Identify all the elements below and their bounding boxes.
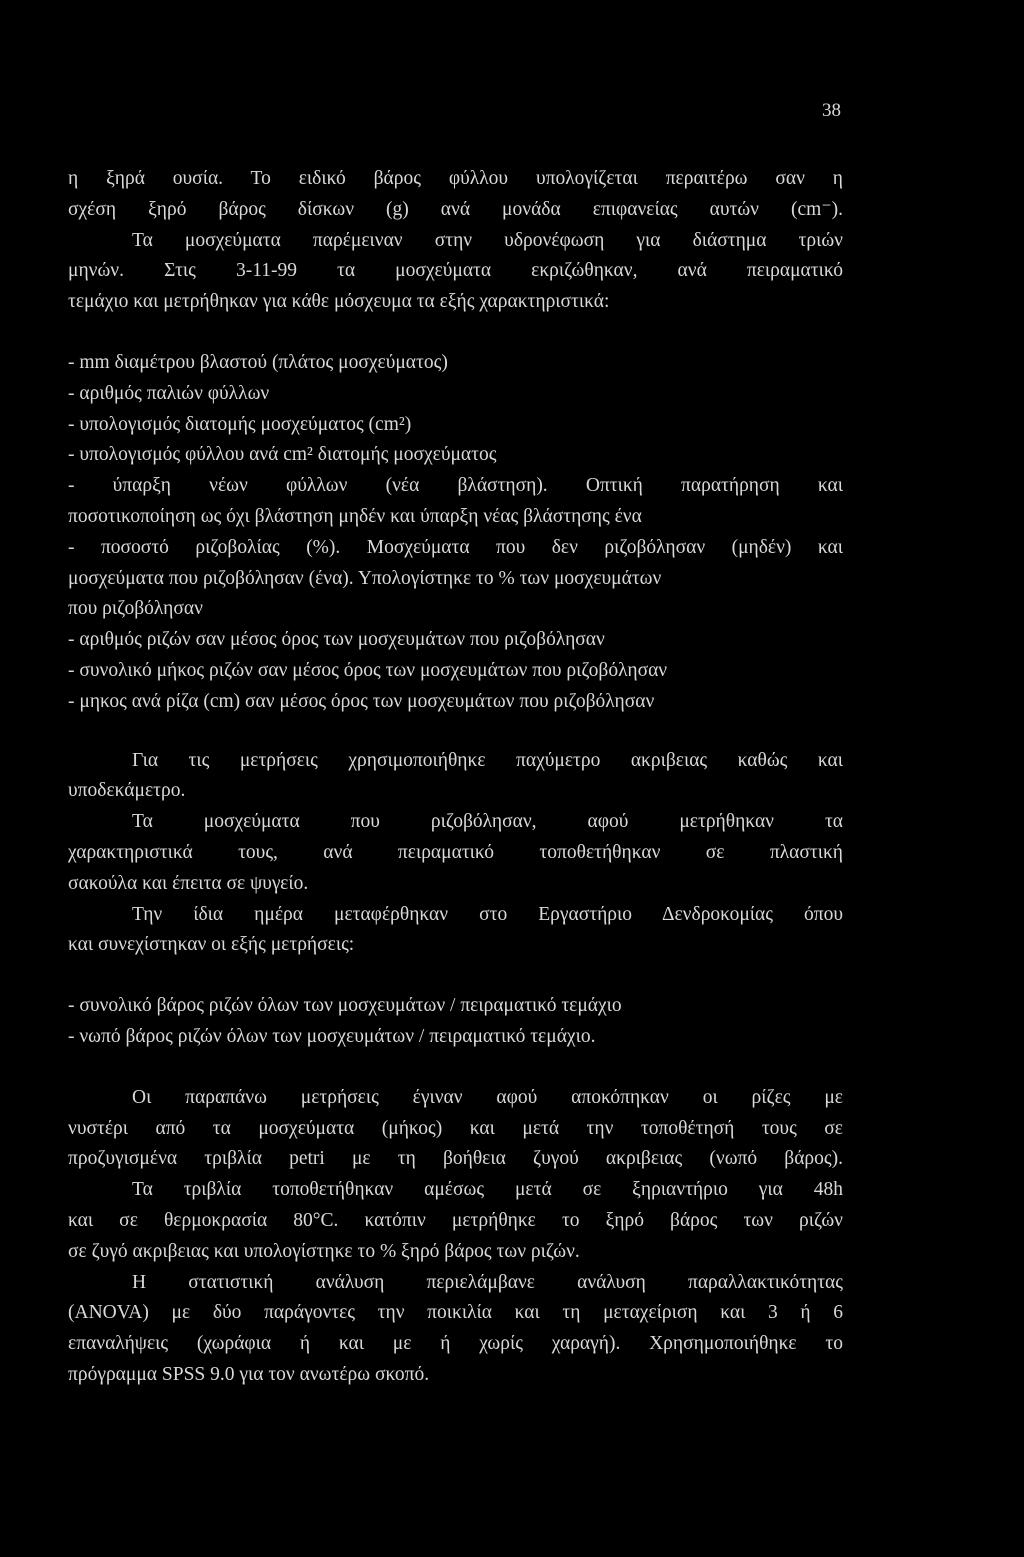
list-item: - ποσοστό ριζοβολίας (%). Μοσχεύματα που δεν ριζοβόλησαν (μηδέν) και [68,536,843,558]
text-line: σε ζυγό ακριβειας και υπολογίστηκε το % ξηρό βάρος των ριζών. [68,1240,580,1262]
page-body [68,164,843,1391]
text-line: σχέση ξηρό βάρος δίσκων (g) ανά μονάδα επιφανείας αυτών (cm⁻). [68,198,843,220]
text-line: Την ίδια ημέρα μεταφέρθηκαν στο Εργαστήριο Δενδροκομίας όπου [132,903,843,925]
text-line: Για τις μετρήσεις χρησιμοποιήθηκε παχύμετρο ακριβειας καθώς και [132,749,843,771]
text-line: τεμάχιο και μετρήθηκαν για κάθε μόσχευμα τα εξής χαρακτηριστικά: [68,291,610,313]
text-line: νυστέρι από τα μοσχεύματα (μήκος) και μετά την τοποθέτησή τους σε [68,1117,843,1139]
text-line: Τα μοσχεύματα που ριζοβόλησαν, αφού μετρήθηκαν τα [132,811,843,833]
paragraph [68,1083,843,1391]
text-line: χαρακτηριστικά τους, ανά πειραματικό τοποθετήθηκαν σε πλαστική [68,841,843,863]
list-item: - υπολογισμός φύλλου ανά cm² διατομής μοσχεύματος [68,444,497,466]
weight-list [68,991,843,1053]
text-line: (ANOVA) με δύο παράγοντες την ποικιλία και τη μεταχείριση και 3 ή 6 [68,1302,843,1324]
text-line: η ξηρά ουσία. Το ειδικό βάρος φύλλου υπολογίζεται περαιτέρω σαν η [68,168,843,189]
list-item: - νωπό βάρος ριζών όλων των μοσχευμάτων / πειραματικό τεμάχιο. [68,1025,596,1047]
text-line: προζυγισμένα τριβλία petri με τη βοήθεια ζυγού ακριβειας (νωπό βάρος). [68,1148,843,1170]
text-line: σακούλα και έπειτα σε ψυγείο. [68,872,309,894]
list-item: - mm διαμέτρου βλαστού (πλάτος μοσχεύματος) [68,351,448,373]
text-line: Τα μοσχεύματα παρέμειναν στην υδρονέφωση για διάστημα τριών [132,229,843,251]
text-line: Τα τριβλία τοποθετήθηκαν αμέσως μετά σε ξηριαντήριο για 48h [132,1179,843,1201]
list-item: - υπολογισμός διατομής μοσχεύματος (cm²) [68,413,412,435]
list-item: μοσχεύματα που ριζοβόλησαν (ένα). Υπολογίστηκε το % των μοσχευμάτων [68,567,662,589]
text-line: Οι παραπάνω μετρήσεις έγιναν αφού αποκόπηκαν οι ρίζες με [132,1086,843,1108]
list-item: - μηκος ανά ρίζα (cm) σαν μέσος όρος των μοσχευμάτων που ριζοβόλησαν [68,690,655,712]
list-item: - συνολικό βάρος ριζών όλων των μοσχευμάτων / πειραματικό τεμάχιο [68,995,622,1017]
text-line: Η στατιστική ανάλυση περιελάμβανε ανάλυση παραλλακτικότητας [132,1271,843,1293]
measurement-list [68,348,843,718]
text-line: πρόγραμμα SPSS 9.0 για τον ανωτέρω σκοπό. [68,1363,430,1385]
text-line: επαναλήψεις (χωράφια ή και με ή χωρίς χαραγή). Χρησημοποιήθηκε το [68,1333,843,1355]
list-item: - συνολικό μήκος ριζών σαν μέσος όρος των μοσχευμάτων που ριζοβόλησαν [68,659,668,681]
list-item: που ριζοβόλησαν [68,598,203,620]
list-item: - ύπαρξη νέων φύλλων (νέα βλάστηση). Οπτική παρατήρηση και [68,475,843,497]
list-item: - αριθμός ριζών σαν μέσος όρος των μοσχευμάτων που ριζοβόλησαν [68,629,605,651]
list-item: ποσοτικοποίηση ως όχι βλάστηση μηδέν και ύπαρξη νέας βλάστησης ένα [68,505,642,527]
text-line: και σε θερμοκρασία 80°C. κατόπιν μετρήθηκε το ξηρό βάρος των ριζών [68,1209,843,1231]
list-item: - αριθμός παλιών φύλλων [68,382,270,404]
page-number: 38 [822,100,841,121]
text-line: και συνεχίστηκαν οι εξής μετρήσεις: [68,934,355,956]
paragraph [68,746,843,962]
text-line: υποδεκάμετρο. [68,780,186,802]
text-line: μηνών. Στις 3-11-99 τα μοσχεύματα εκριζώθηκαν, ανά πειραματικό [68,260,843,282]
